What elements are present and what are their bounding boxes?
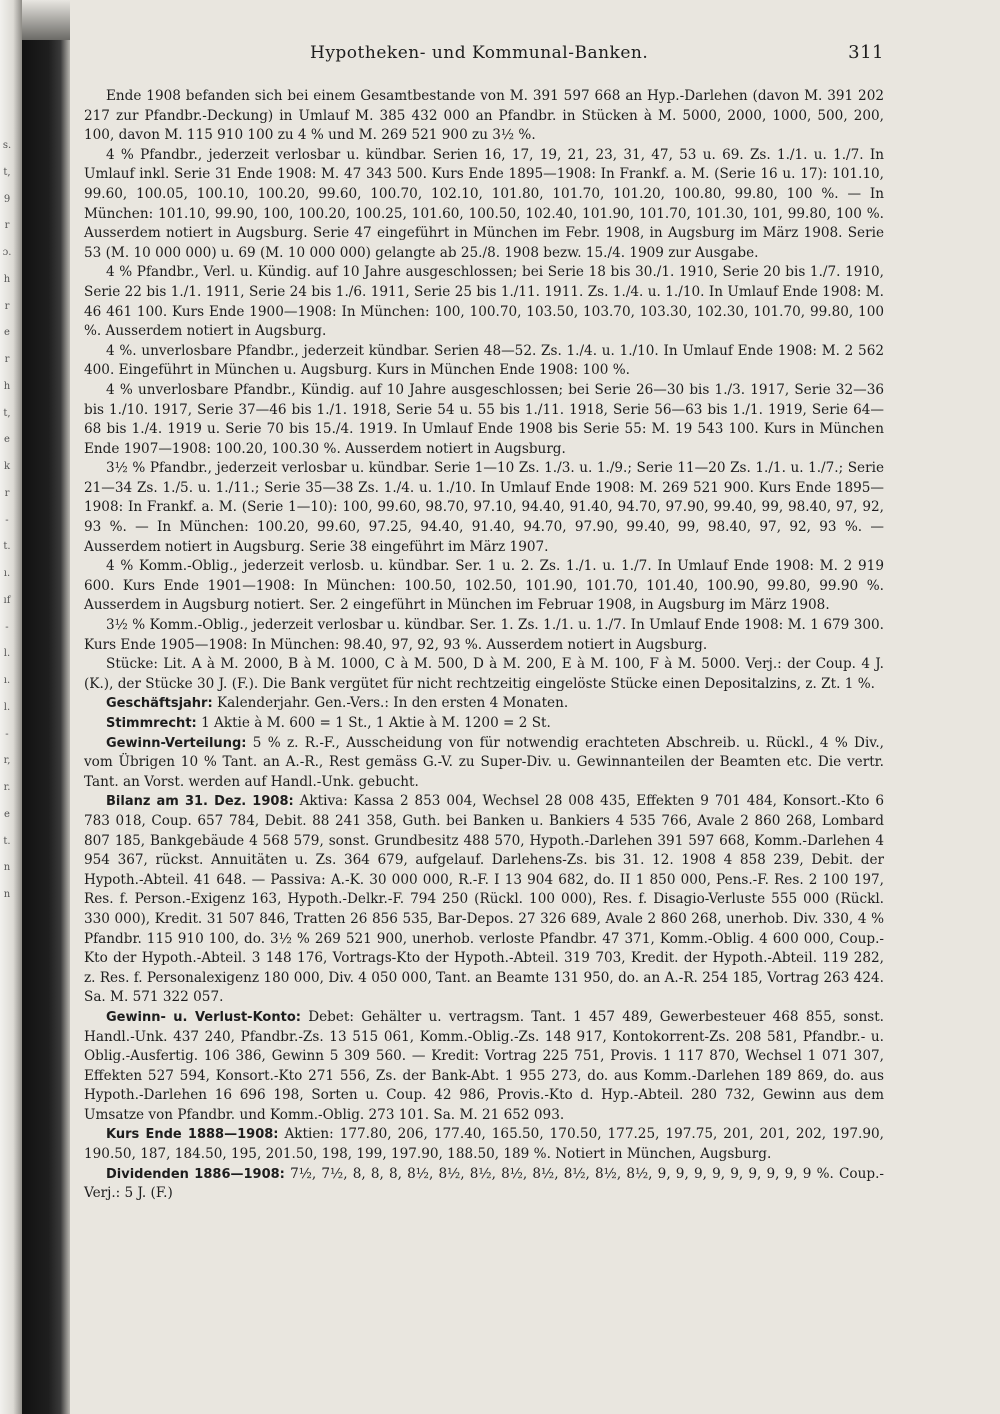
paragraph (84, 792, 884, 1008)
margin-mark: 9 (3, 193, 11, 205)
margin-mark: ı. (3, 675, 11, 686)
paragraph (84, 1008, 884, 1126)
paragraph (84, 87, 884, 146)
margin-mark: - (5, 514, 9, 526)
document-page (84, 42, 884, 1204)
margin-mark: r (4, 354, 10, 365)
paragraph-text: Aktiva: Kassa 2 853 004, Wechsel 28 008 435, Effekten 9 701 484, Konsort.-Kto 6 783 018, Coup. 657 784, Debit. 88 241 358, Guth. bei Banken u. Bankiers 4 535 766, Avale 2 860 268, Lombard 807 185, Bankgebäude 4 568 579, sonst. Grundbesitz 488 570, Hypoth.-Darlehen 391 597 668, Komm.-Darlehen 4 954 367, rückst. Annuitäten u. Zs. 364 679, aufgelauf. Darlehens-Zs. bis 31. 12. 1908 4 858 239, Debit. der Hypoth.-Abteil. 41 648. — Passiva: A.-K. 30 000 000, R.-F. I 13 904 682, do. II 1 850 000, Pens.-F. Res. 2 100 197, Res. f. Person.-Exigenz 163, Hypoth.-Delkr.-F. 794 250 (Rückl. 100 000), Res. f. Disagio-Verluste 555 000 (Rückl. 330 000), Kredit. 31 507 846, Tratten 26 856 535, Bar-Depos. 27 326 689, Avale 2 860 268, unerhob. Div. 330, 4 % Pfandbr. 115 910 100, do. 3½ % 269 521 900, unerhob. verloste Pfandbr. 47 371, Komm.-Oblig. 4 600 000, Coup.-Kto der Hypoth.-Abteil. 3 148 176, Vortrags-Kto der Hypoth.-Abteil. 319 703, Kredit. der Hypoth.-Abteil. 119 282, z. Res. f. Personalexigenz 180 000, Div. 4 050 000, Tant. an Beamte 131 950, do. an A.-R. 254 185, Vortrag 263 424. Sa. M. 571 322 057. (84, 793, 884, 1006)
paragraph (84, 557, 884, 616)
paragraph-label: Gewinn- u. Verlust-Konto: (106, 1009, 301, 1025)
margin-mark: r (4, 220, 10, 232)
paragraph-text: 5 % z. R.-F., Ausscheidung von für notwendig erachteten Abschreib. u. Rückl., 4 % Div., vom Übrigen 10 % Tant. an A.-R., Rest gemäss G.-V. zu Super-Div. u. Gewinnanteilen der Beamten etc. Die vertr. Tant. an Vorst. werden auf Handl.-Unk. gebucht. (84, 734, 885, 790)
paragraph-text: 1 Aktie à M. 600 = 1 St., 1 Aktie à M. 1200 = 2 St. (201, 715, 551, 731)
paragraph (84, 459, 884, 557)
margin-mark: r, (3, 755, 11, 767)
paragraph (84, 1125, 884, 1164)
paragraph-text: 4 % unverlosbare Pfandbr., Kündig. auf 10 Jahre ausgeschlossen; bei Serie 26—30 bis 1./3. 1917, Serie 32—36 bis 1./10. 1917, Serie 37—46 bis 1./1. 1918, Serie 54 u. 55 bis 1./11. 1918, Serie 56—63 bis 1./1. 1919, Serie 64—68 bis 1./4. 1919 u. Serie 70 bis 15./4. 1919. In Umlauf Ende 1908 bis Serie 55: M. 19 543 100. Kurs in München Ende 1907—1908: 100.20, 100.30 %. Ausserdem notiert in Augsburg. (84, 381, 884, 457)
margin-mark: e (4, 808, 10, 820)
paragraph-label: Geschäftsjahr: (106, 696, 213, 712)
paragraph-label: Gewinn-Verteilung: (106, 735, 247, 751)
margin-mark: h (3, 273, 11, 285)
running-title: Hypotheken- und Kommunal-Banken. (310, 43, 649, 63)
paragraph-text: 4 % Komm.-Oblig., jederzeit verlosb. u. kündbar. Ser. 1 u. 2. Zs. 1./1. u. 1./7. In Umlauf Ende 1908: M. 2 919 600. Kurs Ende 1901—1908: In München: 100.50, 102.50, 101.90, 101.70, 101.40, 100.90, 99.80, 99.90 %. Ausserdem in Augsburg notiert. Ser. 2 eingeführt in München im Februar 1908, in Augsburg im März 1908. (84, 558, 884, 614)
paragraph (84, 1165, 884, 1204)
running-header (84, 42, 884, 63)
margin-mark: l. (3, 648, 11, 660)
paragraph (84, 734, 884, 793)
paragraph (84, 263, 884, 341)
paragraph-text: 3½ % Pfandbr., jederzeit verlosbar u. kündbar. Serie 1—10 Zs. 1./3. u. 1./9.; Serie 11—20 Zs. 1./1. u. 1./7.; Serie 21—34 Zs. 1./5. u. 1./11.; Serie 35—38 Zs. 1./4. u. 1./10. In Umlauf Ende 1908: M. 269 521 900. Kurs Ende 1895—1908: In Frankf. a. M. (Serie 1—10): 100, 99.60, 98.70, 97.10, 94.40, 91.40, 94.70, 97.90, 99.40, 99, 98.40, 97, 92, 93 %. — In München: 100.20, 99.60, 97.25, 94.40, 91.40, 94.70, 97.90, 99.40, 99, 98.40, 97, 92, 93 %. — Ausserdem notiert in Augsburg. Serie 38 eingeführt im März 1907. (84, 460, 884, 555)
document-body (84, 87, 884, 1204)
book-binding-shadow (22, 40, 70, 1414)
paragraph-text: 3½ % Komm.-Oblig., jederzeit verlosbar u. kündbar. Ser. 1. Zs. 1./1. u. 1./7. In Umlauf Ende 1908: M. 1 679 300. Kurs Ende 1905—1908: In München: 98.40, 97, 92, 93 %. Ausserdem notiert in Augsburg. (84, 617, 884, 653)
paragraph (84, 694, 884, 714)
margin-mark: e (4, 327, 10, 339)
paragraph-text: 4 %. unverlosbare Pfandbr., jederzeit kündbar. Serien 48—52. Zs. 1./4. u. 1./10. In Umlauf Ende 1908: M. 2 562 400. Eingeführt in München u. Augsburg. Kurs in München Ende 1908: 100 %. (84, 342, 884, 379)
margin-mark: r (4, 487, 10, 499)
margin-mark: n (3, 862, 11, 874)
paragraph-text: Debet: Gehälter u. vertragsm. Tant. 1 457 489, Gewerbesteuer 468 855, sonst. Handl.-Unk. 437 240, Pfandbr.-Zs. 13 515 061, Komm.-Oblig.-Zs. 148 917, Kontokorrent-Zs. 208 581, Pfandbr.- u. Oblig.-Ausfertig. 106 386, Gewinn 5 309 560. — Kredit: Vortrag 225 751, Provis. 1 117 870, Wechsel 1 071 307, Effekten 527 594, Konsort.-Kto 271 556, Zs. der Bank-Abt. 1 955 273, do. aus Komm.-Darlehen 189 869, do. aus Hypoth.-Darlehen 16 696 198, Sorten u. Coup. 42 986, Provis.-Kto d. Hyp.-Abteil. 280 732, Gewinn aus dem Umsatze von Pfandbr. und Komm.-Oblig. 273 101. Sa. M. 21 652 093. (84, 1008, 884, 1123)
margin-mark: ı. (3, 568, 11, 579)
paragraph-text: 7½, 7½, 8, 8, 8, 8½, 8½, 8½, 8½, 8½, 8½, 8½, 8½, 9, 9, 9, 9, 9, 9, 9, 9, 9 %. Coup.-Verj.: 5 J. (F.) (84, 1165, 884, 1202)
paragraph-text: Stücke: Lit. A à M. 2000, B à M. 1000, C à M. 500, D à M. 200, E à M. 100, F à M. 5000. Verj.: der Coup. 4 J. (K.), der Stücke 30 J. (F.). Die Bank vergütet für nicht rechtzeitig eingelöste Stücke einen Depositalzins, z. Zt. 1 %. (84, 656, 884, 692)
paragraph-text: Aktien: 177.80, 206, 177.40, 165.50, 170.50, 177.25, 197.75, 201, 201, 202, 197.90, 190.50, 187, 184.50, 195, 201.50, 198, 199, 197.90, 188.50, 189 %. Notiert in München, Augsburg. (84, 1126, 884, 1163)
margin-mark: t. (3, 541, 11, 553)
paragraph-label: Stimmrecht: (106, 716, 197, 731)
paragraph-text: 4 % Pfandbr., jederzeit verlosbar u. kündbar. Serien 16, 17, 19, 21, 23, 31, 47, 53 u. 69. Zs. 1./1. u. 1./7. In Umlauf inkl. Serie 31 Ende 1908: M. 47 343 500. Kurs Ende 1895—1908: In Frankf. a. M. (Serie 16 u. 17): 101.10, 99.60, 100.05, 100.10, 100.20, 99.60, 100.70, 102.10, 101.80, 101.70, 101.20, 100.80, 99.80, 100 %. — In München: 101.10, 99.90, 100, 100.20, 100.25, 101.60, 100.50, 102.40, 101.90, 101.70, 101.30, 101, 99.80, 100 %. Ausserdem notiert in Augsburg. Serie 47 eingeführt in München im Febr. 1908, in Augsburg im März 1908. Serie 53 (M. 10 000 000) u. 69 (M. 10 000 000) gelangte ab 25./8. 1908 bezw. 15./4. 1909 zur Ausgabe. (84, 146, 884, 261)
paragraph (84, 616, 884, 655)
paragraph-text: Ende 1908 befanden sich bei einem Gesamtbestande von M. 391 597 668 an Hyp.-Darlehen (davon M. 391 202 217 zur Pfandbr.-Deckung) in Umlauf M. 385 432 000 an Pfandbr. in Stücken à M. 5000, 2000, 1000, 500, 200, 100, davon M. 115 910 100 zu 4 % und M. 269 521 900 zu 3½ %. (84, 88, 884, 144)
paragraph (84, 381, 884, 459)
margin-mark: ɔ. (2, 247, 12, 258)
margin-mark: ıf (3, 594, 11, 606)
margin-mark: k (3, 461, 11, 472)
margin-mark: t, (3, 407, 11, 419)
paragraph-label: Bilanz am 31. Dez. 1908: (106, 794, 294, 810)
paragraph (84, 146, 884, 264)
paragraph (84, 655, 884, 694)
paragraph (84, 714, 884, 734)
margin-mark: s. (2, 140, 12, 151)
margin-mark: e (4, 434, 10, 446)
adjacent-page-margin-marks (0, 140, 14, 900)
margin-mark: r (4, 300, 10, 312)
margin-mark: - (5, 621, 9, 633)
margin-mark: l. (3, 701, 11, 713)
paragraph-text: Kalenderjahr. Gen.-Vers.: In den ersten 4 Monaten. (217, 695, 569, 712)
paragraph (84, 342, 884, 381)
page-number: 311 (848, 42, 884, 63)
margin-mark: h (3, 380, 11, 392)
paragraph-text: 4 % Pfandbr., Verl. u. Kündig. auf 10 Jahre ausgeschlossen; bei Serie 18 bis 30./1. 1910, Serie 20 bis 1./7. 1910, Serie 22 bis 1./1. 1911, Serie 24 bis 1./6. 1911, Serie 25 bis 1./11. 1911. Zs. 1./4. u. 1./10. In Umlauf Ende 1908: M. 46 461 100. Kurs Ende 1900—1908: In München: 100, 100.70, 103.50, 103.70, 103.30, 102.30, 101.70, 99.80, 100 %. Ausserdem notiert in Augsburg. (84, 264, 884, 340)
margin-mark: t. (3, 835, 11, 847)
margin-mark: - (5, 728, 9, 740)
paragraph-label: Dividenden 1886—1908: (106, 1166, 285, 1182)
margin-mark: r. (3, 782, 11, 793)
margin-mark: n (3, 889, 11, 900)
book-binding-top (22, 0, 70, 40)
margin-mark: t, (3, 166, 11, 178)
paragraph-label: Kurs Ende 1888—1908: (106, 1127, 279, 1143)
